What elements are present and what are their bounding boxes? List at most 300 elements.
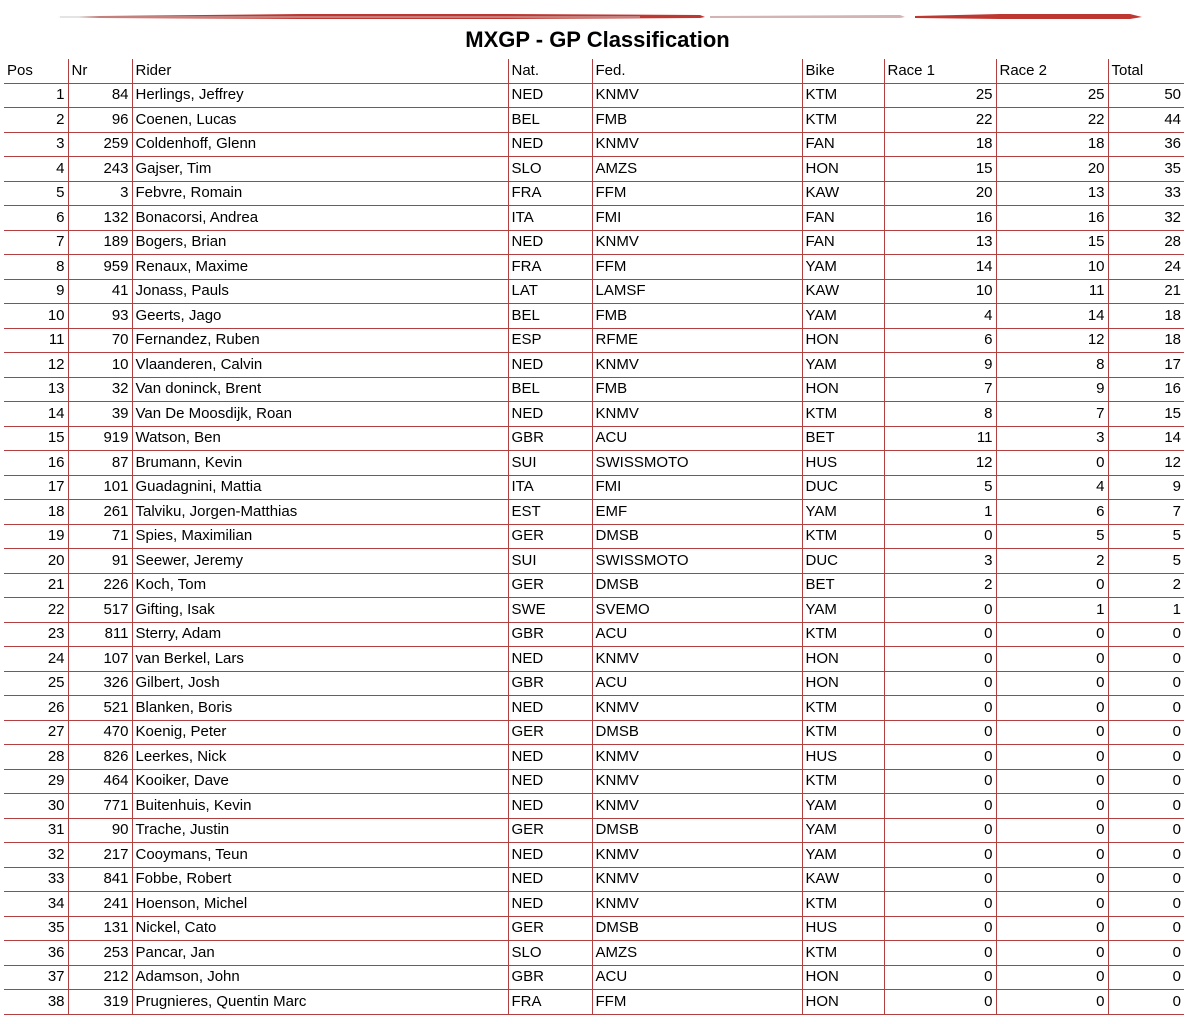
cell-nat: ESP <box>508 328 592 353</box>
cell-race1: 0 <box>884 941 996 966</box>
cell-nat: BEL <box>508 304 592 329</box>
cell-fed: KNMV <box>592 794 802 819</box>
cell-nat: GBR <box>508 622 592 647</box>
cell-bike: HON <box>802 990 884 1015</box>
cell-fed: DMSB <box>592 720 802 745</box>
cell-total: 9 <box>1108 475 1184 500</box>
cell-nr: 32 <box>68 377 132 402</box>
cell-nat: FRA <box>508 181 592 206</box>
cell-race2: 6 <box>996 500 1108 525</box>
cell-fed: FFM <box>592 255 802 280</box>
cell-bike: HON <box>802 671 884 696</box>
table-row[interactable] <box>4 867 1184 892</box>
cell-nr: 71 <box>68 524 132 549</box>
cell-race2: 0 <box>996 794 1108 819</box>
cell-fed: KNMV <box>592 230 802 255</box>
cell-total: 33 <box>1108 181 1184 206</box>
cell-race2: 0 <box>996 990 1108 1015</box>
cell-rider: Hoenson, Michel <box>132 892 508 917</box>
cell-fed: KNMV <box>592 867 802 892</box>
cell-nr: 84 <box>68 83 132 108</box>
cell-nat: NED <box>508 867 592 892</box>
table-row[interactable] <box>4 524 1184 549</box>
table-row[interactable] <box>4 818 1184 843</box>
column-header-race1[interactable]: Race 1 <box>884 59 996 83</box>
cell-bike: KTM <box>802 696 884 721</box>
cell-rider: Brumann, Kevin <box>132 451 508 476</box>
cell-fed: KNMV <box>592 769 802 794</box>
cell-pos: 14 <box>4 402 68 427</box>
cell-rider: Leerkes, Nick <box>132 745 508 770</box>
cell-nr: 811 <box>68 622 132 647</box>
cell-bike: KTM <box>802 108 884 133</box>
cell-total: 0 <box>1108 671 1184 696</box>
cell-nat: NED <box>508 353 592 378</box>
table-row[interactable] <box>4 475 1184 500</box>
column-header-bike[interactable]: Bike <box>802 59 884 83</box>
cell-bike: DUC <box>802 549 884 574</box>
cell-fed: KNMV <box>592 696 802 721</box>
cell-nat: NED <box>508 892 592 917</box>
cell-nr: 319 <box>68 990 132 1015</box>
cell-fed: ACU <box>592 671 802 696</box>
cell-nat: NED <box>508 83 592 108</box>
cell-nat: NED <box>508 132 592 157</box>
cell-fed: AMZS <box>592 941 802 966</box>
cell-pos: 5 <box>4 181 68 206</box>
cell-race1: 16 <box>884 206 996 231</box>
cell-pos: 33 <box>4 867 68 892</box>
cell-race1: 10 <box>884 279 996 304</box>
cell-rider: Renaux, Maxime <box>132 255 508 280</box>
table-row[interactable] <box>4 990 1184 1015</box>
table-row[interactable] <box>4 549 1184 574</box>
cell-race2: 20 <box>996 157 1108 182</box>
cell-race2: 7 <box>996 402 1108 427</box>
cell-nat: GER <box>508 818 592 843</box>
cell-rider: Geerts, Jago <box>132 304 508 329</box>
cell-total: 15 <box>1108 402 1184 427</box>
cell-bike: HON <box>802 157 884 182</box>
cell-race1: 7 <box>884 377 996 402</box>
cell-race1: 25 <box>884 83 996 108</box>
cell-fed: AMZS <box>592 157 802 182</box>
cell-fed: FMI <box>592 475 802 500</box>
cell-total: 0 <box>1108 794 1184 819</box>
table-row[interactable] <box>4 916 1184 941</box>
cell-nr: 517 <box>68 598 132 623</box>
cell-total: 5 <box>1108 524 1184 549</box>
cell-pos: 30 <box>4 794 68 819</box>
cell-fed: ACU <box>592 622 802 647</box>
cell-fed: FMB <box>592 108 802 133</box>
cell-total: 0 <box>1108 916 1184 941</box>
table-row[interactable] <box>4 304 1184 329</box>
cell-nat: GER <box>508 720 592 745</box>
cell-race1: 0 <box>884 769 996 794</box>
table-row[interactable] <box>4 500 1184 525</box>
cell-nr: 132 <box>68 206 132 231</box>
table-header-row <box>4 59 1184 83</box>
cell-nr: 96 <box>68 108 132 133</box>
cell-bike: KAW <box>802 181 884 206</box>
cell-rider: Jonass, Pauls <box>132 279 508 304</box>
cell-nr: 217 <box>68 843 132 868</box>
cell-total: 17 <box>1108 353 1184 378</box>
cell-rider: Pancar, Jan <box>132 941 508 966</box>
cell-total: 18 <box>1108 304 1184 329</box>
cell-race1: 15 <box>884 157 996 182</box>
cell-race1: 13 <box>884 230 996 255</box>
cell-race2: 12 <box>996 328 1108 353</box>
cell-race1: 0 <box>884 524 996 549</box>
cell-nr: 464 <box>68 769 132 794</box>
cell-fed: DMSB <box>592 573 802 598</box>
table-row[interactable] <box>4 843 1184 868</box>
table-row[interactable] <box>4 377 1184 402</box>
cell-race1: 2 <box>884 573 996 598</box>
header-banner <box>0 0 1195 28</box>
cell-race1: 0 <box>884 867 996 892</box>
cell-total: 0 <box>1108 818 1184 843</box>
cell-pos: 17 <box>4 475 68 500</box>
cell-rider: Vlaanderen, Calvin <box>132 353 508 378</box>
cell-rider: Febvre, Romain <box>132 181 508 206</box>
cell-total: 24 <box>1108 255 1184 280</box>
cell-rider: Gifting, Isak <box>132 598 508 623</box>
cell-fed: DMSB <box>592 916 802 941</box>
cell-total: 14 <box>1108 426 1184 451</box>
cell-nr: 189 <box>68 230 132 255</box>
table-row[interactable] <box>4 206 1184 231</box>
cell-race2: 0 <box>996 769 1108 794</box>
cell-race2: 0 <box>996 941 1108 966</box>
cell-nr: 91 <box>68 549 132 574</box>
cell-nr: 241 <box>68 892 132 917</box>
cell-race2: 11 <box>996 279 1108 304</box>
cell-race1: 0 <box>884 671 996 696</box>
cell-pos: 24 <box>4 647 68 672</box>
table-row[interactable] <box>4 573 1184 598</box>
cell-rider: Nickel, Cato <box>132 916 508 941</box>
table-row[interactable] <box>4 108 1184 133</box>
cell-rider: Bonacorsi, Andrea <box>132 206 508 231</box>
cell-bike: KTM <box>802 402 884 427</box>
cell-nat: EST <box>508 500 592 525</box>
table-body <box>4 83 1184 1014</box>
cell-race2: 14 <box>996 304 1108 329</box>
cell-fed: KNMV <box>592 843 802 868</box>
cell-fed: KNMV <box>592 892 802 917</box>
cell-bike: YAM <box>802 353 884 378</box>
cell-fed: FMI <box>592 206 802 231</box>
cell-bike: KTM <box>802 769 884 794</box>
cell-nr: 90 <box>68 818 132 843</box>
cell-rider: Bogers, Brian <box>132 230 508 255</box>
cell-total: 2 <box>1108 573 1184 598</box>
table-row[interactable] <box>4 181 1184 206</box>
cell-race1: 12 <box>884 451 996 476</box>
cell-pos: 38 <box>4 990 68 1015</box>
cell-nr: 131 <box>68 916 132 941</box>
cell-race2: 0 <box>996 867 1108 892</box>
table-row[interactable] <box>4 230 1184 255</box>
cell-race1: 11 <box>884 426 996 451</box>
cell-nr: 841 <box>68 867 132 892</box>
cell-fed: SVEMO <box>592 598 802 623</box>
cell-total: 32 <box>1108 206 1184 231</box>
cell-fed: ACU <box>592 965 802 990</box>
cell-race2: 10 <box>996 255 1108 280</box>
cell-bike: YAM <box>802 500 884 525</box>
cell-fed: KNMV <box>592 402 802 427</box>
cell-nr: 919 <box>68 426 132 451</box>
cell-bike: KTM <box>802 524 884 549</box>
cell-race2: 0 <box>996 843 1108 868</box>
cell-race1: 0 <box>884 647 996 672</box>
cell-pos: 7 <box>4 230 68 255</box>
cell-nr: 10 <box>68 353 132 378</box>
cell-race2: 0 <box>996 647 1108 672</box>
cell-race2: 13 <box>996 181 1108 206</box>
table-row[interactable] <box>4 353 1184 378</box>
cell-nat: SWE <box>508 598 592 623</box>
table-row[interactable] <box>4 745 1184 770</box>
cell-nat: NED <box>508 402 592 427</box>
cell-total: 50 <box>1108 83 1184 108</box>
column-header-race2[interactable]: Race 2 <box>996 59 1108 83</box>
cell-pos: 16 <box>4 451 68 476</box>
cell-total: 0 <box>1108 769 1184 794</box>
cell-race2: 0 <box>996 916 1108 941</box>
cell-fed: RFME <box>592 328 802 353</box>
table-row[interactable] <box>4 794 1184 819</box>
table-row[interactable] <box>4 598 1184 623</box>
cell-nr: 3 <box>68 181 132 206</box>
column-header-nr[interactable]: Nr <box>68 59 132 83</box>
table-row[interactable] <box>4 720 1184 745</box>
cell-race2: 9 <box>996 377 1108 402</box>
cell-nat: NED <box>508 794 592 819</box>
cell-rider: Cooymans, Teun <box>132 843 508 868</box>
cell-total: 18 <box>1108 328 1184 353</box>
cell-rider: Van doninck, Brent <box>132 377 508 402</box>
table-row[interactable] <box>4 328 1184 353</box>
cell-bike: YAM <box>802 255 884 280</box>
cell-rider: Coenen, Lucas <box>132 108 508 133</box>
cell-nr: 243 <box>68 157 132 182</box>
cell-race1: 4 <box>884 304 996 329</box>
table-row[interactable] <box>4 132 1184 157</box>
cell-race2: 0 <box>996 745 1108 770</box>
cell-rider: Watson, Ben <box>132 426 508 451</box>
cell-pos: 23 <box>4 622 68 647</box>
cell-pos: 26 <box>4 696 68 721</box>
cell-race1: 0 <box>884 843 996 868</box>
column-header-pos[interactable]: Pos <box>4 59 68 83</box>
cell-bike: YAM <box>802 794 884 819</box>
cell-nat: ITA <box>508 206 592 231</box>
table-row[interactable] <box>4 892 1184 917</box>
cell-pos: 19 <box>4 524 68 549</box>
cell-rider: Van De Moosdijk, Roan <box>132 402 508 427</box>
table-row[interactable] <box>4 696 1184 721</box>
cell-pos: 21 <box>4 573 68 598</box>
column-header-fed[interactable]: Fed. <box>592 59 802 83</box>
cell-race1: 6 <box>884 328 996 353</box>
cell-pos: 25 <box>4 671 68 696</box>
cell-rider: Koch, Tom <box>132 573 508 598</box>
cell-nr: 771 <box>68 794 132 819</box>
cell-pos: 10 <box>4 304 68 329</box>
cell-bike: KTM <box>802 622 884 647</box>
cell-pos: 35 <box>4 916 68 941</box>
cell-fed: LAMSF <box>592 279 802 304</box>
cell-nat: FRA <box>508 990 592 1015</box>
cell-fed: FMB <box>592 304 802 329</box>
cell-race2: 0 <box>996 671 1108 696</box>
cell-rider: Trache, Justin <box>132 818 508 843</box>
cell-race1: 20 <box>884 181 996 206</box>
cell-rider: Adamson, John <box>132 965 508 990</box>
table-row[interactable] <box>4 671 1184 696</box>
cell-fed: KNMV <box>592 83 802 108</box>
cell-rider: Guadagnini, Mattia <box>132 475 508 500</box>
cell-nr: 259 <box>68 132 132 157</box>
table-row[interactable] <box>4 83 1184 108</box>
cell-rider: Prugnieres, Quentin Marc <box>132 990 508 1015</box>
cell-total: 44 <box>1108 108 1184 133</box>
cell-total: 0 <box>1108 990 1184 1015</box>
cell-bike: HON <box>802 647 884 672</box>
cell-nr: 212 <box>68 965 132 990</box>
cell-bike: FAN <box>802 230 884 255</box>
cell-race2: 8 <box>996 353 1108 378</box>
cell-race2: 0 <box>996 892 1108 917</box>
cell-race2: 0 <box>996 818 1108 843</box>
cell-rider: Gajser, Tim <box>132 157 508 182</box>
table-row[interactable] <box>4 451 1184 476</box>
cell-total: 28 <box>1108 230 1184 255</box>
cell-pos: 22 <box>4 598 68 623</box>
cell-race1: 0 <box>884 720 996 745</box>
table-row[interactable] <box>4 157 1184 182</box>
cell-total: 0 <box>1108 941 1184 966</box>
column-header-rider[interactable]: Rider <box>132 59 508 83</box>
cell-fed: SWISSMOTO <box>592 451 802 476</box>
cell-pos: 8 <box>4 255 68 280</box>
cell-pos: 6 <box>4 206 68 231</box>
table-row[interactable] <box>4 769 1184 794</box>
cell-nat: NED <box>508 696 592 721</box>
cell-race1: 18 <box>884 132 996 157</box>
cell-fed: KNMV <box>592 745 802 770</box>
cell-nr: 959 <box>68 255 132 280</box>
cell-nr: 326 <box>68 671 132 696</box>
cell-nr: 253 <box>68 941 132 966</box>
cell-nat: SUI <box>508 451 592 476</box>
cell-total: 35 <box>1108 157 1184 182</box>
cell-race2: 1 <box>996 598 1108 623</box>
cell-rider: Fobbe, Robert <box>132 867 508 892</box>
table-row[interactable] <box>4 426 1184 451</box>
cell-nat: GER <box>508 916 592 941</box>
cell-race1: 5 <box>884 475 996 500</box>
cell-race1: 22 <box>884 108 996 133</box>
table-row[interactable] <box>4 647 1184 672</box>
cell-fed: DMSB <box>592 524 802 549</box>
cell-total: 12 <box>1108 451 1184 476</box>
cell-nat: NED <box>508 843 592 868</box>
table-row[interactable] <box>4 965 1184 990</box>
cell-bike: DUC <box>802 475 884 500</box>
cell-nat: NED <box>508 745 592 770</box>
cell-race2: 0 <box>996 451 1108 476</box>
cell-fed: ACU <box>592 426 802 451</box>
cell-nat: ITA <box>508 475 592 500</box>
cell-rider: Koenig, Peter <box>132 720 508 745</box>
cell-race1: 0 <box>884 696 996 721</box>
cell-pos: 27 <box>4 720 68 745</box>
cell-pos: 13 <box>4 377 68 402</box>
table-row[interactable] <box>4 622 1184 647</box>
cell-bike: FAN <box>802 206 884 231</box>
cell-fed: KNMV <box>592 647 802 672</box>
cell-nr: 826 <box>68 745 132 770</box>
cell-rider: Blanken, Boris <box>132 696 508 721</box>
cell-rider: Talviku, Jorgen-Matthias <box>132 500 508 525</box>
cell-bike: YAM <box>802 598 884 623</box>
cell-nat: NED <box>508 647 592 672</box>
cell-pos: 20 <box>4 549 68 574</box>
cell-nat: GBR <box>508 965 592 990</box>
table-row[interactable] <box>4 941 1184 966</box>
cell-total: 7 <box>1108 500 1184 525</box>
cell-race1: 0 <box>884 892 996 917</box>
column-header-total[interactable]: Total <box>1108 59 1184 83</box>
cell-bike: KTM <box>802 720 884 745</box>
cell-fed: FFM <box>592 181 802 206</box>
cell-total: 0 <box>1108 892 1184 917</box>
cell-race1: 0 <box>884 818 996 843</box>
table-row[interactable] <box>4 255 1184 280</box>
cell-bike: YAM <box>802 304 884 329</box>
column-header-nat[interactable]: Nat. <box>508 59 592 83</box>
cell-bike: HUS <box>802 451 884 476</box>
cell-bike: KAW <box>802 279 884 304</box>
table-row[interactable] <box>4 402 1184 427</box>
cell-race2: 5 <box>996 524 1108 549</box>
cell-pos: 29 <box>4 769 68 794</box>
cell-rider: Seewer, Jeremy <box>132 549 508 574</box>
cell-rider: Spies, Maximilian <box>132 524 508 549</box>
cell-race2: 16 <box>996 206 1108 231</box>
cell-race2: 22 <box>996 108 1108 133</box>
cell-fed: EMF <box>592 500 802 525</box>
cell-nr: 70 <box>68 328 132 353</box>
cell-fed: SWISSMOTO <box>592 549 802 574</box>
cell-nat: GER <box>508 524 592 549</box>
cell-fed: FMB <box>592 377 802 402</box>
cell-total: 0 <box>1108 965 1184 990</box>
cell-nr: 107 <box>68 647 132 672</box>
cell-race2: 18 <box>996 132 1108 157</box>
table-row[interactable] <box>4 279 1184 304</box>
cell-pos: 2 <box>4 108 68 133</box>
page-title: MXGP - GP Classification <box>465 27 730 52</box>
cell-total: 5 <box>1108 549 1184 574</box>
cell-total: 21 <box>1108 279 1184 304</box>
